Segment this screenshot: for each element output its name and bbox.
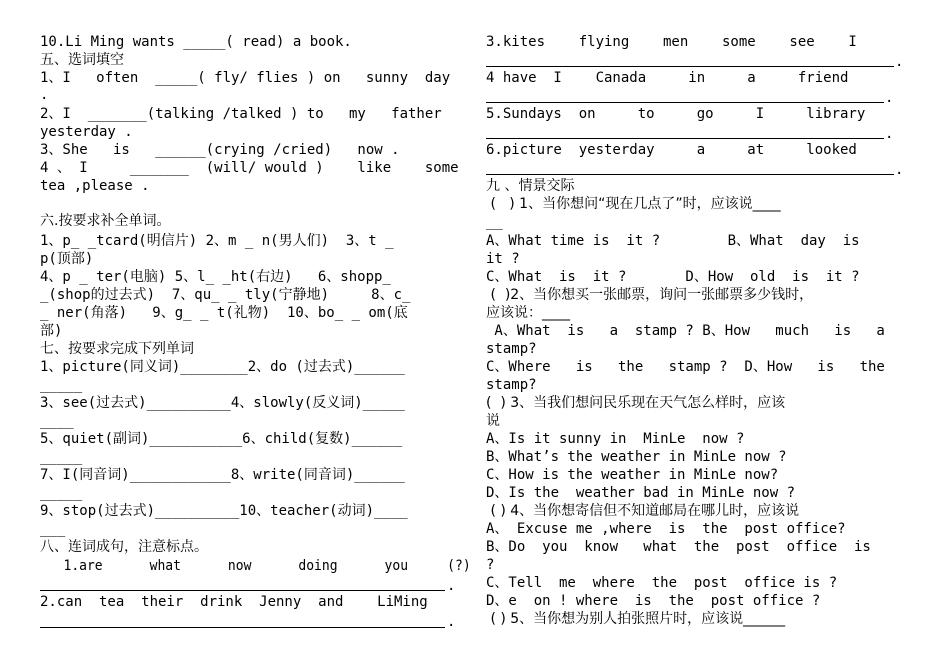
dialog-q4: ( ) 4、当你想寄信但不知道邮局在哪儿时，应该说 [486, 503, 800, 519]
dialog-q2-options-cd: C、Where is the stamp ? D、How is the [486, 359, 885, 375]
dialog-q2-options-cd-cont: stamp? [486, 377, 537, 393]
dialog-q3-option-d: D、Is the weather bad in MinLe now ? [486, 485, 796, 501]
forms-line-2: 3、see(过去式)__________4、slowly(反义词)_____ [40, 395, 405, 411]
sentence-2-period: . [447, 614, 456, 630]
forms-line-2-cont: ____ [40, 413, 74, 429]
sentence-3-words: 3.kites flying men some see I [486, 34, 857, 50]
fill-4-cont: tea ,please . [40, 178, 150, 194]
dialog-q2: ( )2、当你想买一张邮票，询问一张邮票多少钱时， [486, 287, 814, 303]
fill-4-line: 4 、 I _______ (will/ would ) like some [40, 160, 459, 176]
forms-line-1: 1、picture(同义词)________2、do (过去式)______ [40, 359, 405, 375]
fill-3-line: 3、She is ______(crying /cried) now . [40, 142, 400, 158]
answer-line [486, 102, 884, 103]
words-line-6: 部) [40, 323, 63, 339]
forms-line-3-cont: _____ [40, 449, 83, 465]
words-line-3: 4、p _ ter(电脑) 5、l_ _ht(右边) 6、shopp_ [40, 269, 391, 285]
dialog-q1-options-ab: A、What time is it ? B、What day is [486, 233, 860, 249]
answer-line [40, 590, 445, 591]
section-8-title: 八、连词成句，注意标点。 [40, 539, 208, 555]
dialog-q1-options-cd: C、What is it ? D、How old is it ? [486, 269, 860, 285]
fill-2-cont: yesterday . [40, 124, 133, 140]
answer-line [40, 627, 445, 628]
section-5-title: 五、选词填空 [40, 52, 124, 68]
section-7-title: 七、按要求完成下列单词 [40, 341, 194, 357]
dialog-q4-option-d: D、e on ! where is the post office ? [486, 593, 821, 609]
answer-line [486, 138, 884, 139]
dialog-q5: ( ) 5、当你想为别人拍张照片时，应该说______ [486, 611, 786, 627]
dialog-q1: ( ) 1、当你想问“现在几点了”时，应该说____ [486, 196, 781, 212]
fill-2-line: 2、I _______(talking /talked ) to my father [40, 106, 442, 122]
sentence-1-period: . [447, 578, 456, 594]
dialog-q2-options-ab: A、What is a stamp ? B、How much is a [486, 323, 885, 339]
forms-line-4: 7、I(同音词)____________8、write(同音词)______ [40, 467, 405, 483]
forms-line-5: 9、stop(过去式)__________10、teacher(动词)____ [40, 503, 408, 519]
words-line-1: 1、p_ _tcard(明信片) 2、m _ n(男人们) 3、t _ [40, 233, 394, 249]
dialog-q2-options-ab-cont: stamp? [486, 341, 537, 357]
dialog-q1-options-ab-cont: it ? [486, 251, 520, 267]
q10-read-line: 10.Li Ming wants _____( read) a book. [40, 34, 352, 50]
dialog-q3-option-c: C、How is the weather in MinLe now? [486, 467, 779, 483]
answer-line [486, 174, 894, 175]
dialog-q4-option-a: A、 Excuse me ,where is the post office? [486, 521, 846, 537]
sentence-1-words: 1.are what now doing you (?) [40, 558, 471, 574]
dialog-q3: ( ) 3、当我们想问民乐现在天气怎么样时，应该 [486, 395, 786, 411]
fill-1-end: . [40, 87, 49, 103]
dialog-q3-option-a: A、Is it sunny in MinLe now ? [486, 431, 745, 447]
forms-line-5-cont: ___ [40, 521, 66, 537]
dialog-q3-option-b: B、What’s the weather in MinLe now ? [486, 449, 787, 465]
words-line-5: _ ner(角落) 9、g_ _ t(礼物) 10、bo_ _ om(底 [40, 305, 408, 321]
sentence-6-words: 6.picture yesterday a at looked [486, 142, 857, 158]
sentence-5-period: . [885, 126, 894, 142]
answer-line [486, 66, 894, 67]
dialog-q4-option-c: C、Tell me where the post office is ? [486, 575, 838, 591]
dialog-q2-cont: 应该说：____ [486, 305, 570, 321]
sentence-4-period: . [885, 90, 894, 106]
words-line-4: _(shop的过去式) 7、qu_ _ tly(宁静地) 8、c_ [40, 287, 411, 303]
forms-line-1-cont: _____ [40, 377, 83, 393]
sentence-5-words: 5.Sundays on to go I library [486, 106, 866, 122]
sentence-4-words: 4 have I Canada in a friend [486, 70, 849, 86]
sentence-6-period: . [895, 162, 904, 178]
fill-1-line: 1、I often _____( fly/ flies ) on sunny day [40, 70, 451, 86]
section-9-title: 九 、情景交际 [486, 178, 575, 194]
dialog-q3-cont: 说 [486, 413, 500, 429]
words-line-2: p(顶部) [40, 251, 94, 267]
sentence-3-period: . [895, 54, 904, 70]
dialog-q1-blank: __ [486, 214, 503, 230]
section-6-title: 六.按要求补全单词。 [40, 213, 171, 229]
dialog-q4-option-b: B、Do you know what the post office is [486, 539, 871, 555]
sentence-2-words: 2.can tea their drink Jenny and LiMing [40, 594, 428, 610]
forms-line-3: 5、quiet(副词)___________6、child(复数)______ [40, 431, 403, 447]
forms-line-4-cont: _____ [40, 485, 83, 501]
dialog-q4-option-b-cont: ? [486, 557, 495, 573]
